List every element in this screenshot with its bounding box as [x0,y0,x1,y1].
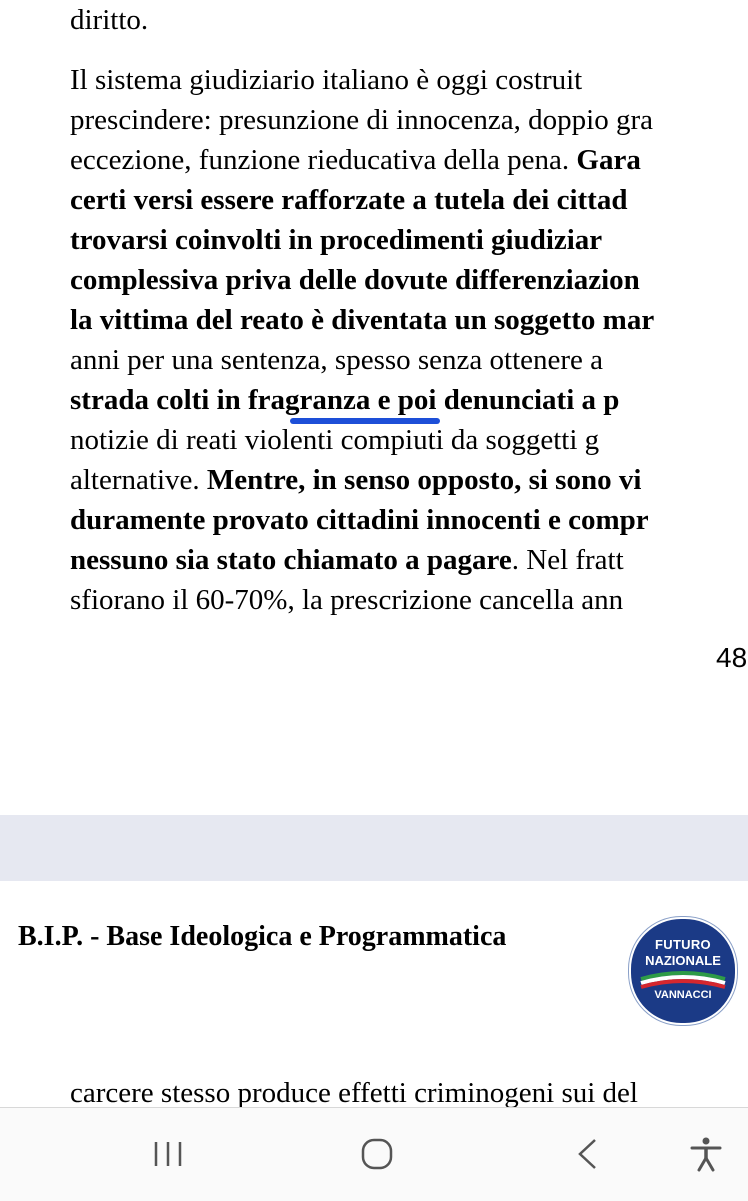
text-segment: alternative. [70,464,207,496]
home-icon [357,1134,397,1174]
bold-text-segment: Mentre, in senso opposto, si sono vi [206,464,642,496]
logo-text-line1: FUTURO [655,937,711,952]
text-line [70,140,641,180]
home-button[interactable] [357,1134,397,1174]
logo-text-line3: VANNACCI [654,989,712,1001]
recent-apps-icon [148,1134,188,1174]
bold-text-segment: Gara [576,144,641,176]
text-segment: sfiorano il 60-70%, la prescrizione cancella ann [70,584,624,616]
bold-text-segment: complessiva priva delle dovute differenziazion [70,264,640,296]
text-line [70,100,653,140]
body-text-line: carcere stesso produce effetti criminogeni sui del [70,1077,638,1107]
text-line [70,500,649,540]
bold-text-segment: strada colti in fragranza e poi denunciati a p [70,384,620,416]
text-segment: diritto. [70,4,149,36]
futuro-nazionale-logo [629,917,737,1025]
page-header-title: B.I.P. - Base Ideologica e Programmatica [18,921,507,952]
text-line [70,340,603,380]
bold-text-segment: certi versi essere rafforzate a tutela dei cittad [70,184,628,216]
recent-apps-button[interactable] [148,1134,188,1174]
text-line [70,580,623,620]
text-segment: . Nel fratt [511,544,624,576]
text-line [70,220,602,260]
text-line [70,180,627,220]
text-line [70,540,624,580]
accessibility-button[interactable] [686,1134,726,1174]
text-segment: prescindere: presunzione di innocenza, doppio gra [70,104,654,136]
page-number: 48 [716,642,748,673]
text-line [70,60,582,100]
system-nav-bar [0,1107,748,1201]
document-page-49 [0,881,748,1107]
back-button[interactable] [568,1134,608,1174]
text-line [70,300,654,340]
bold-text-segment: trovarsi coinvolti in procedimenti giudiziar [70,224,603,256]
back-icon [568,1134,608,1174]
text-line [70,260,640,300]
text-line [70,460,641,500]
bold-text-segment: nessuno sia stato chiamato a pagare [70,544,512,576]
text-segment: anni per una sentenza, spesso senza ottenere a [70,344,604,376]
text-segment: Il sistema giudiziario italiano è oggi costruit [70,64,583,96]
text-line [70,380,619,420]
text-line [70,420,599,460]
highlight-underline [290,418,440,424]
accessibility-icon [686,1134,726,1174]
page-separator [0,815,748,881]
text-segment: notizie di reati violenti compiuti da soggetti g [70,424,600,456]
bold-text-segment: la vittima del reato è diventata un soggetto mar [70,304,655,336]
logo-tricolor-wave [631,965,735,989]
bold-text-segment: duramente provato cittadini innocenti e compr [70,504,649,536]
logo-text-line2: NAZIONALE [645,953,721,968]
text-segment: eccezione, funzione rieducativa della pena. [70,144,577,176]
text-line [70,0,148,40]
